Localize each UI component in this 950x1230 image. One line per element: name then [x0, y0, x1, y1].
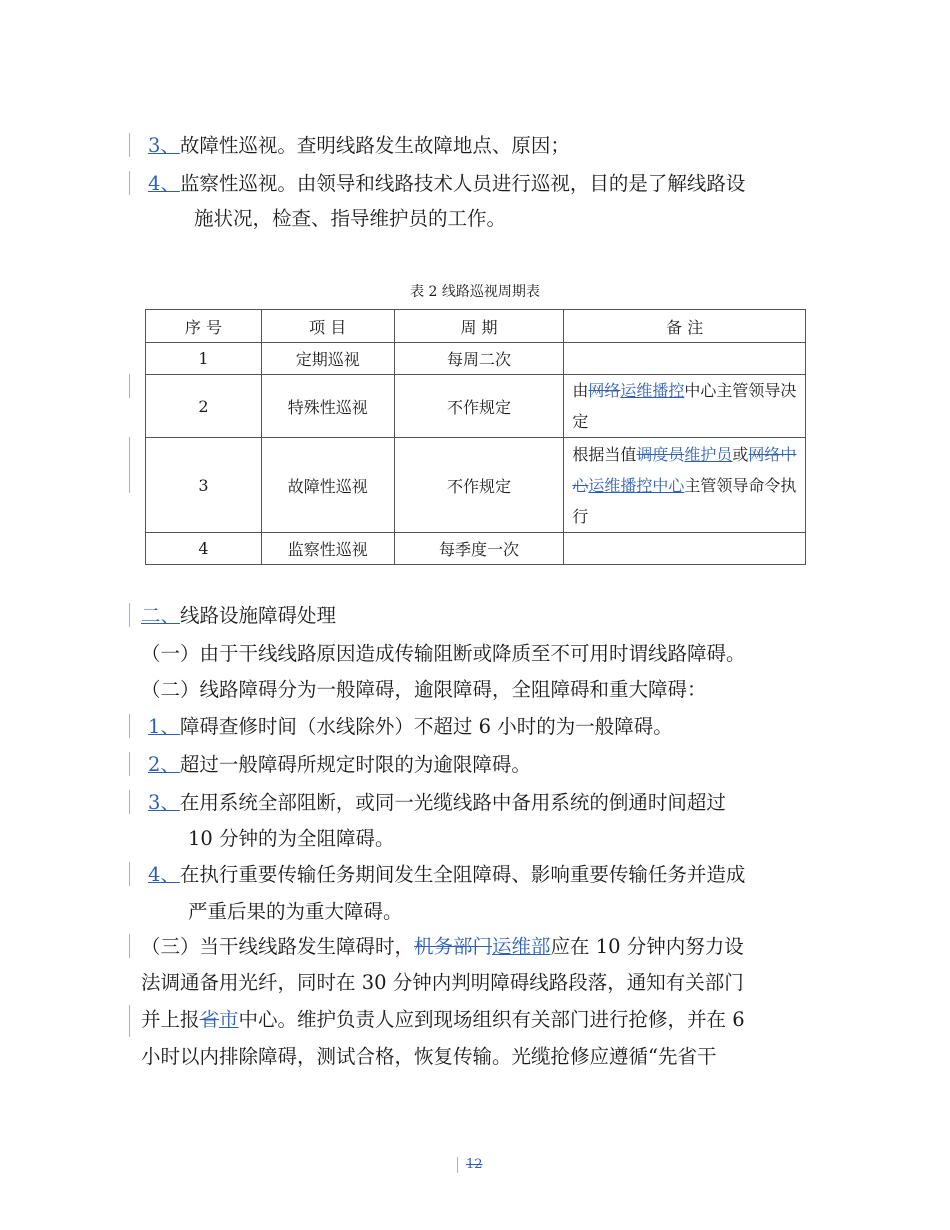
- list-number: 2、: [148, 753, 180, 776]
- cell-note: [564, 533, 806, 565]
- cell-note: [564, 343, 806, 375]
- change-bar: [129, 437, 130, 493]
- list-number: 4、: [148, 172, 180, 195]
- cell-item: 特殊性巡视: [261, 375, 394, 438]
- table-row: [146, 438, 806, 533]
- note-text: 中心主管领导决定: [572, 381, 797, 431]
- inserted-text: 运维播控中心: [588, 475, 685, 495]
- list-text: 超过一般障碍所规定时限的为逾限障碍。: [179, 753, 531, 776]
- list-item-continuation: 严重后果的为重大障碍。: [188, 900, 403, 923]
- cell-item: 监察性巡视: [261, 533, 394, 565]
- change-bar: [129, 752, 130, 776]
- change-bar: [129, 714, 130, 738]
- change-bar: [129, 1005, 130, 1037]
- list-number: 3、: [148, 134, 180, 157]
- header-cell: 项 目: [261, 310, 394, 343]
- paragraph-line: [141, 933, 744, 961]
- table-row: [146, 375, 806, 438]
- section-heading: [141, 602, 336, 630]
- patrol-cycle-table: [145, 309, 806, 565]
- inserted-text: 市: [219, 1008, 239, 1031]
- note-text: 由: [572, 381, 589, 400]
- section-number: 二、: [141, 604, 181, 627]
- change-bar: [129, 171, 130, 195]
- paragraph-text: （三）当干线线路发生障碍时，: [141, 935, 415, 958]
- table-header-row: [146, 310, 806, 343]
- cell-no: 1: [146, 343, 262, 375]
- list-number: 3、: [148, 791, 180, 814]
- deleted-text: 网络中心: [572, 444, 797, 495]
- change-bar: [129, 133, 130, 157]
- list-item: [148, 861, 745, 889]
- paragraph: （二）线路障碍分为一般障碍，逾限障碍，全阻障碍和重大障碍：: [141, 678, 707, 701]
- paragraph-line: 小时以内排除障碍，测试合格，恢复传输。光缆抢修应遵循“先省干: [141, 1045, 717, 1068]
- cell-period: 每季度一次: [394, 533, 564, 565]
- paragraph-line: [141, 1006, 745, 1034]
- list-text: 监察性巡视。由领导和线路技术人员进行巡视，目的是了解线路设: [179, 172, 746, 195]
- table-row: [146, 533, 806, 565]
- header-cell: 序 号: [146, 310, 262, 343]
- list-text: 在执行重要传输任务期间发生全阻障碍、影响重要传输任务并造成: [179, 863, 746, 886]
- header-cell: 周 期: [394, 310, 564, 343]
- change-bar: [129, 862, 130, 886]
- page-number: 12: [466, 1157, 483, 1172]
- list-item-continuation: 10 分钟的为全阻障碍。: [188, 827, 395, 850]
- deleted-text: 网络: [588, 381, 621, 400]
- cell-note: [564, 438, 806, 533]
- section-title: 线路设施障碍处理: [180, 604, 337, 627]
- list-text: 故障性巡视。查明线路发生故障地点、原因；: [179, 134, 570, 157]
- list-number: 4、: [148, 863, 180, 886]
- note-text: 主管领导命令执行: [572, 475, 797, 526]
- change-bar: [129, 603, 130, 627]
- note-text: 或: [732, 444, 749, 464]
- note-text: 根据当值: [572, 444, 637, 464]
- cell-period: 每周二次: [394, 343, 564, 375]
- change-bar: [457, 1157, 458, 1173]
- list-item: [148, 170, 745, 198]
- change-bar: [129, 934, 130, 958]
- cell-item: 定期巡视: [261, 343, 394, 375]
- paragraph-text: 应在 10 分钟内努力设: [550, 935, 744, 958]
- table-row: [146, 343, 806, 375]
- inserted-text: 维护员: [684, 444, 733, 464]
- cell-item: 故障性巡视: [261, 438, 394, 533]
- inserted-text: 运维播控: [620, 381, 685, 400]
- paragraph-line: 法调通备用光纤，同时在 30 分钟内判明障碍线路段落，通知有关部门: [141, 971, 744, 994]
- list-text: 障碍查修时间（水线除外）不超过 6 小时的为一般障碍。: [179, 715, 673, 738]
- change-bar: [129, 374, 130, 398]
- list-item: [148, 132, 570, 160]
- list-item: [148, 713, 673, 741]
- list-number: 1、: [148, 715, 180, 738]
- cell-period: 不作规定: [394, 438, 564, 533]
- list-item: [148, 789, 726, 817]
- paragraph: （一）由于干线线路原因造成传输阻断或降质至不可用时谓线路障碍。: [141, 642, 746, 665]
- paragraph-text: 并上报: [141, 1008, 200, 1031]
- cell-no: 4: [146, 533, 262, 565]
- deleted-text: 省: [199, 1008, 220, 1031]
- cell-note: [564, 375, 806, 438]
- list-text: 在用系统全部阻断，或同一光缆线路中备用系统的倒通时间超过: [179, 791, 726, 814]
- list-item-continuation: 施状况，检查、指导维护员的工作。: [194, 207, 507, 230]
- header-cell: 备 注: [564, 310, 806, 343]
- paragraph-text: 中心。维护负责人应到现场组织有关部门进行抢修，并在 6: [238, 1008, 745, 1031]
- cell-period: 不作规定: [394, 375, 564, 438]
- change-bar: [129, 790, 130, 814]
- inserted-text: 运维部: [492, 935, 551, 958]
- deleted-text: 机务部门: [414, 935, 493, 958]
- cell-no: 2: [146, 375, 262, 438]
- cell-no: 3: [146, 438, 262, 533]
- deleted-text: 调度员: [636, 444, 685, 464]
- table-caption: 表 2 线路巡视周期表: [410, 284, 540, 300]
- list-item: [148, 751, 531, 779]
